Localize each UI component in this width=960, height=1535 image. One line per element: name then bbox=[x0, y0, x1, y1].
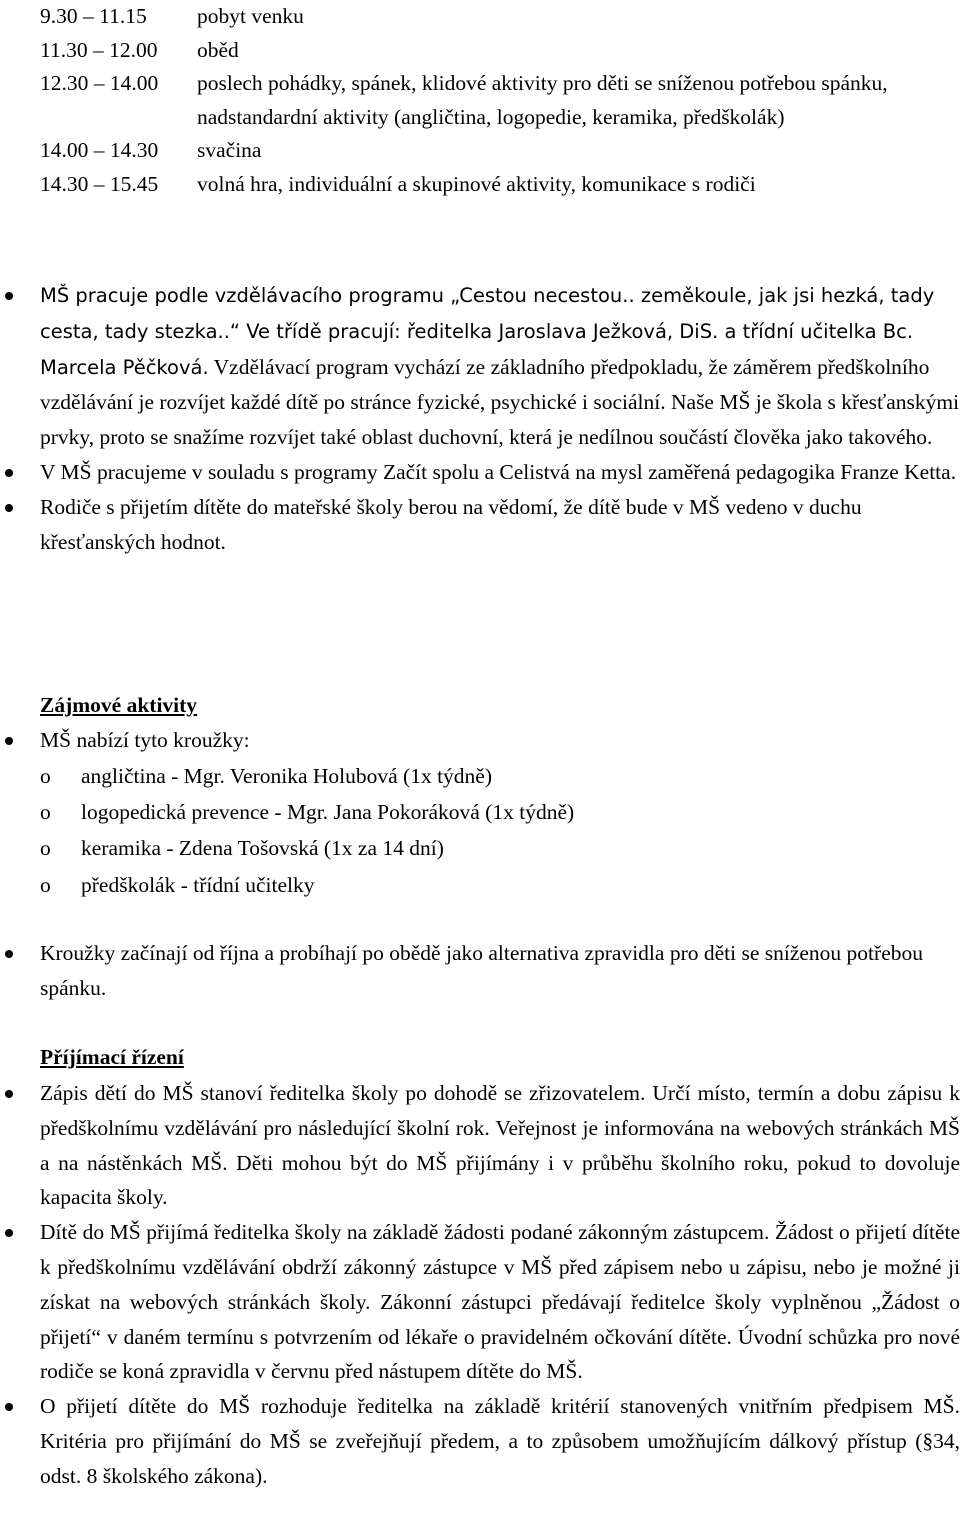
daily-schedule bbox=[40, 0, 960, 201]
activity-item bbox=[0, 794, 960, 830]
circle-bullet-icon: o bbox=[40, 836, 51, 861]
activities-note-text: Kroužky začínají od října a probíhají po obědě jako alternativa zpravidla pro děti se sníženou potřebou spánku. bbox=[40, 941, 923, 1000]
schedule-row bbox=[40, 0, 960, 34]
admission-bullet bbox=[0, 1389, 960, 1493]
bullet-icon bbox=[5, 737, 13, 745]
bullet-icon bbox=[5, 292, 13, 300]
program-text: Rodiče s přijetím dítěte do mateřské školy berou na vědomí, že dítě bude v MŠ vedeno v duchu křesťanských hodnot. bbox=[40, 494, 862, 554]
admission-list bbox=[0, 1076, 960, 1494]
bullet-icon bbox=[5, 1229, 13, 1237]
activities-note-list bbox=[0, 936, 960, 1006]
bullet-icon bbox=[5, 1403, 13, 1411]
schedule-activity: volná hra, individuální a skupinové aktivity, komunikace s rodiči bbox=[197, 171, 756, 196]
admission-text: Zápis dětí do MŠ stanoví ředitelka školy po dohodě se zřizovatelem. Určí místo, termín a dobu zápisu k předškolnímu vzdělávání pro následující školní rok. Veřejnost je informována na webových stránkách MŠ a na nástěnkách MŠ. Děti mohou být do MŠ přijímány i v průběhu školního roku, pokud to dovoluje kapacita školy. bbox=[40, 1081, 960, 1210]
circle-bullet-icon: o bbox=[40, 764, 51, 788]
activity-text: angličtina - Mgr. Veronika Holubová (1x týdně) bbox=[81, 764, 492, 788]
schedule-activity: pobyt venku bbox=[197, 4, 304, 28]
admission-bullet bbox=[0, 1076, 960, 1215]
activities-heading: Zájmové aktivity bbox=[40, 693, 198, 717]
schedule-time: 12.30 – 14.00 bbox=[40, 71, 159, 95]
circle-bullet-icon: o bbox=[40, 872, 51, 897]
schedule-row bbox=[40, 67, 960, 134]
schedule-activity: oběd bbox=[197, 37, 239, 62]
schedule-activity: svačina bbox=[197, 138, 262, 162]
schedule-row bbox=[40, 134, 960, 168]
bullet-icon bbox=[5, 1090, 13, 1098]
activity-item bbox=[0, 830, 960, 866]
bullet-icon bbox=[5, 950, 13, 958]
schedule-row bbox=[40, 168, 960, 202]
circle-bullet-icon: o bbox=[40, 800, 51, 825]
bullet-icon bbox=[5, 504, 13, 512]
activity-item bbox=[0, 867, 960, 903]
program-text-sans: MŠ pracuje podle vzdělávacího programu „Cestou necestou.. zeměkoule, jak jsi hezká, tady cesta, tady stezka..“ Ve třídě pracují: ředitelka Jaroslava Ježková, DiS. a třídní učitelka Bc. Marcela Pěčková. bbox=[40, 284, 935, 379]
admission-text: Dítě do MŠ přijímá ředitelka školy na základě žádosti podané zákonným zástupcem. Žádost o přijetí dítěte k předškolnímu vzdělávání obdrží zákonný zástupce v MŠ před zápisem nebo u zápisu, nebo je možné ji získat na webových stránkách školy. Zákonní zástupci předávají ředitelce školy vyplněnou „Žádost o přijetí“ v daném termínu s potvrzením od lékaře o pravidelném očkování dítěte. Úvodní schůzka pro nové rodiče se koná zpravidla v červnu před nástupem dítěte do MŠ. bbox=[40, 1220, 960, 1384]
bullet-icon bbox=[5, 469, 13, 477]
activity-text: předškolák - třídní učitelky bbox=[81, 872, 315, 897]
activities-intro bbox=[0, 723, 960, 758]
schedule-time: 11.30 – 12.00 bbox=[40, 37, 158, 62]
activities-intro-text: MŠ nabízí tyto kroužky: bbox=[40, 728, 250, 752]
activity-text: logopedická prevence - Mgr. Jana Pokoráková (1x týdně) bbox=[81, 800, 575, 825]
program-bullet bbox=[0, 490, 960, 560]
schedule-activity: poslech pohádky, spánek, klidové aktivity pro děti se sníženou potřebou spánku, nadstandardní aktivity (angličtina, logopedie, keramika, předškolák) bbox=[197, 71, 888, 129]
program-text-serif: Vzdělávací program vychází ze základního předpokladu, že záměrem předškolního vzdělávání je rozvíjet každé dítě po stránce fyzické, psychické i sociální. bbox=[40, 354, 930, 415]
schedule-row bbox=[40, 34, 960, 68]
activities-list bbox=[0, 758, 960, 903]
admission-heading: Příjímací řízení bbox=[40, 1045, 184, 1069]
program-bullet bbox=[0, 278, 960, 455]
schedule-time: 14.30 – 15.45 bbox=[40, 171, 159, 196]
program-bullet bbox=[0, 455, 960, 490]
activities-note bbox=[0, 936, 960, 1006]
activities-intro-list bbox=[0, 723, 960, 758]
activity-item bbox=[0, 758, 960, 794]
admission-text: O přijetí dítěte do MŠ rozhoduje ředitelka na základě kritérií stanovených vnitřním předpisem MŠ. Kritéria pro přijímání do MŠ se zveřejňují předem, a to způsobem umožňujícím dálkový přístup (§34, odst. 8 školského zákona). bbox=[40, 1394, 960, 1488]
activity-text: keramika - Zdena Tošovská (1x za 14 dní) bbox=[81, 836, 444, 861]
program-text: V MŠ pracujeme v souladu s programy Začít spolu a Celistvá na mysl zaměřená pedagogika Franze Ketta. bbox=[40, 459, 957, 484]
admission-bullet bbox=[0, 1215, 960, 1389]
schedule-time: 9.30 – 11.15 bbox=[40, 4, 147, 28]
program-text-serif: Naše MŠ je škola s křesťanskými prvky, proto se snažíme rozvíjet také oblast duchovní, která je nedílnou součástí člověka jako takového. bbox=[40, 390, 960, 450]
schedule-time: 14.00 – 14.30 bbox=[40, 138, 159, 162]
program-list bbox=[0, 278, 960, 559]
